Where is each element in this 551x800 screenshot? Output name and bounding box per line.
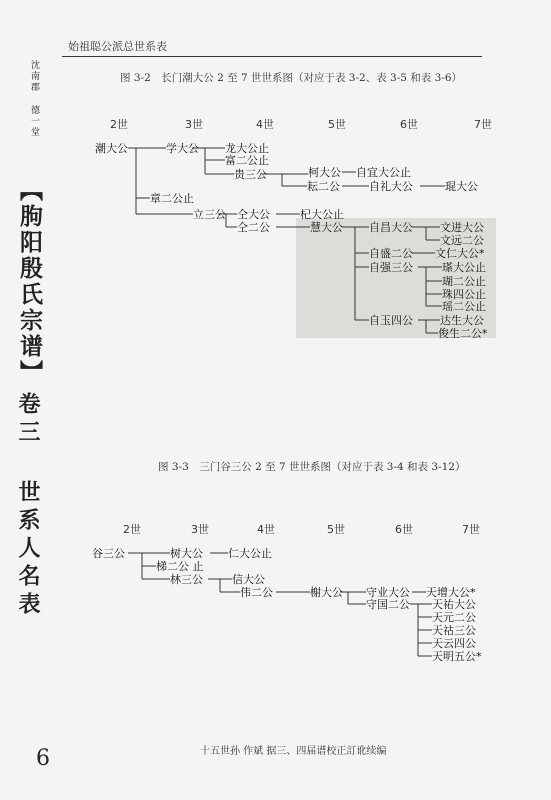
footer-credit: 十五世孙 作斌 据三、四届谱校正訂讹续编	[200, 746, 387, 757]
gen-label: 2世	[123, 523, 141, 536]
tree-node: 贵三公	[234, 168, 267, 181]
book-title: 【朐阳殷氏宗谱】	[16, 178, 43, 386]
tree-node: 梯二公 止	[156, 560, 204, 573]
gen-label: 3世	[185, 118, 203, 131]
tree-node: 琨大公	[445, 180, 478, 193]
tree-node: 俊生二公*	[438, 327, 488, 340]
tree-node: 慧大公	[310, 221, 343, 234]
tree-node: 龙大公止	[225, 142, 269, 155]
tree-node: 瑶二公止	[442, 300, 486, 313]
tree-node: 自盛二公	[369, 247, 413, 260]
tree-node: 天祜三公	[432, 624, 476, 637]
tree-node: 达生大公	[440, 314, 484, 327]
hall-name: 沈南郡 德一堂	[29, 60, 39, 138]
tree-node: 杞大公止	[300, 208, 344, 221]
tree-node: 立三公	[193, 208, 226, 221]
figure-3-3-caption: 图 3-3 三门谷三公 2 至 7 世世系图（对应于表 3-4 和表 3-12）	[158, 461, 466, 473]
tree-node: 文远二公	[440, 234, 484, 247]
tree-node: 信大公	[232, 573, 265, 586]
gen-label: 7世	[474, 118, 492, 131]
gen-label: 7世	[462, 523, 480, 536]
tree-node: 自玉四公	[369, 314, 413, 327]
tree-node: 天增大公*	[426, 586, 476, 599]
tree-node: 仝大公	[237, 208, 270, 221]
tree-node: 守业大公	[366, 586, 410, 599]
volume-title: 卷三 世系人名表	[15, 392, 41, 620]
tree-node: 耘二公	[307, 180, 340, 193]
tree-node: 伟二公	[240, 586, 273, 599]
gen-label: 5世	[328, 118, 346, 131]
gen-label: 4世	[256, 118, 274, 131]
tree-node: 守国二公	[366, 598, 410, 611]
tree-node: 瑚二公止	[442, 275, 486, 288]
tree-node: 树大公	[170, 547, 203, 560]
tree-node: 潮大公	[95, 142, 128, 155]
tree-node: 自强三公	[369, 261, 413, 274]
tree-node: 瑹大公止	[442, 261, 486, 274]
tree-node: 自昌大公	[369, 221, 413, 234]
tree-node: 自礼大公	[369, 180, 413, 193]
tree-node: 学大公	[166, 142, 199, 155]
tree-node: 富二公止	[225, 154, 269, 167]
tree-node: 柯大公	[308, 166, 341, 179]
tree-node: 榭大公	[310, 586, 343, 599]
page-number: 6	[36, 746, 50, 771]
tree-node: 天元二公	[432, 611, 476, 624]
gen-label: 5世	[327, 523, 345, 536]
tree-node: 林三公	[170, 573, 203, 586]
tree-node: 天祐大公	[432, 598, 476, 611]
figure-3-2-caption: 图 3-2 长门潮大公 2 至 7 世世系图（对应于表 3-2、表 3-5 和表 3-6）	[120, 72, 463, 84]
gen-label: 6世	[400, 118, 418, 131]
tree-node: 珠四公止	[442, 288, 486, 301]
tree-node: 仝二公	[237, 221, 270, 234]
tree-node: 章二公止	[150, 192, 194, 205]
running-header: 始祖聪公派总世系表	[68, 40, 167, 53]
tree-node: 仁大公止	[228, 547, 272, 560]
tree-node: 谷三公	[92, 547, 125, 560]
tree-node: 天云四公	[432, 637, 476, 650]
gen-label: 4世	[257, 523, 275, 536]
tree-node: 自宜大公止	[356, 166, 411, 179]
tree-node: 文仁大公*	[435, 247, 485, 260]
tree-node: 天明五公*	[432, 650, 482, 663]
tree-node: 文进大公	[440, 221, 484, 234]
gen-label: 2世	[110, 118, 128, 131]
gen-label: 6世	[395, 523, 413, 536]
gen-label: 3世	[191, 523, 209, 536]
